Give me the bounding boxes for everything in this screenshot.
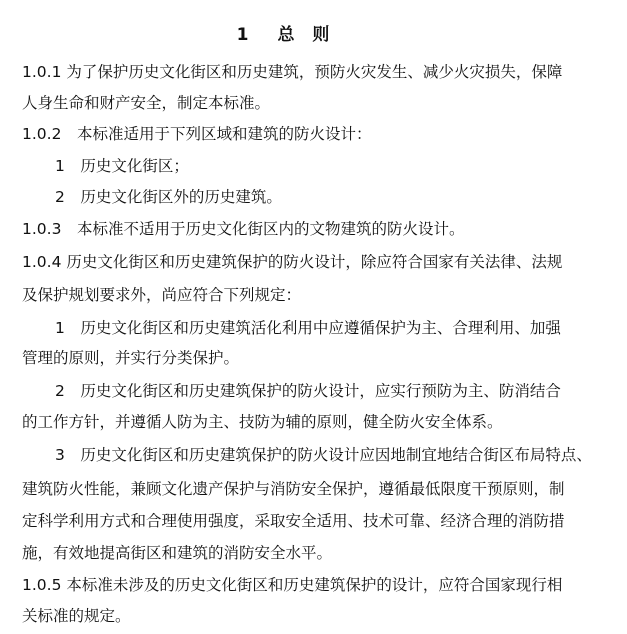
text-line: 1.0.5 本标准未涉及的历史文化街区和历史建筑保护的设计，应符合国家现行相 [22,576,563,594]
text-line: 1.0.4 历史文化街区和历史建筑保护的防火设计，除应符合国家有关法律、法规 [22,253,563,271]
text-line: 1.0.3 本标准不适用于历史文化街区内的文物建筑的防火设计。 [22,220,465,238]
text-line: 1.0.2 本标准适用于下列区域和建筑的防火设计： [22,125,372,143]
text-line: 施，有效地提高街区和建筑的消防安全水平。 [22,544,333,562]
text-line: 3 历史文化街区和历史建筑保护的防火设计应因地制宜地结合街区布局特点、 [55,446,592,464]
chapter-title: 1 总 则 [236,25,336,45]
text-line: 1 历史文化街区； [55,157,189,175]
text-line: 人身生命和财产安全，制定本标准。 [22,94,271,112]
text-line: 及保护规划要求外，尚应符合下列规定： [22,286,302,304]
text-line: 2 历史文化街区外的历史建筑。 [55,188,282,206]
text-line: 关标准的规定。 [22,607,131,625]
text-line: 2 历史文化街区和历史建筑保护的防火设计，应实行预防为主、防消结合 [55,382,561,400]
text-line: 建筑防火性能，兼顾文化遗产保护与消防安全保护，遵循最低限度干预原则，制 [22,480,565,498]
text-line: 1 历史文化街区和历史建筑活化利用中应遵循保护为主、合理利用、加强 [55,319,561,337]
text-line: 定科学利用方式和合理使用强度，采取安全适用、技术可靠、经济合理的消防措 [22,512,565,530]
text-line: 管理的原则，并实行分类保护。 [22,349,240,367]
text-line: 1.0.1 为了保护历史文化街区和历史建筑，预防火灾发生、减少火灾损失，保障 [22,63,563,81]
text-line: 的工作方针，并遵循人防为主、技防为辅的原则，健全防火安全体系。 [22,413,503,431]
